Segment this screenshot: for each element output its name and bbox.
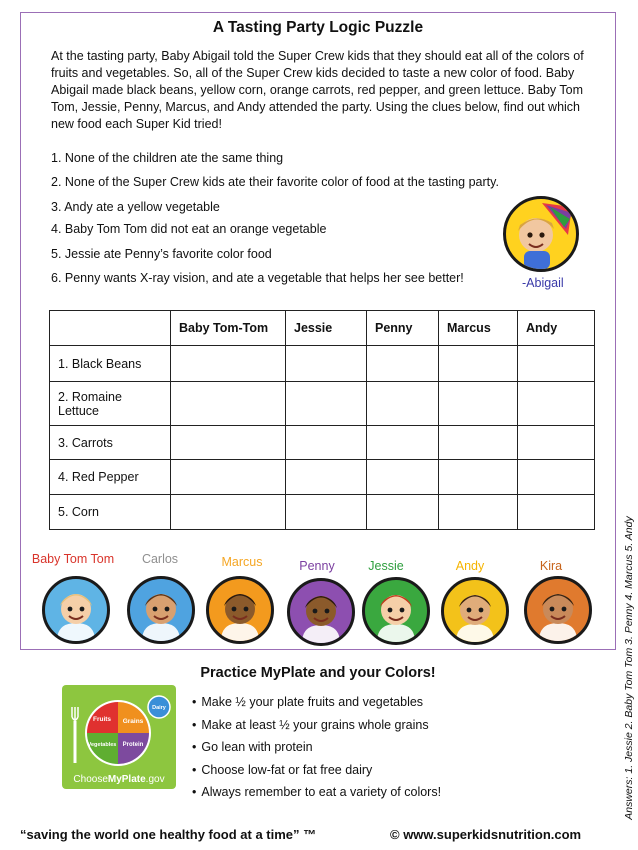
tip-item: • Go lean with protein [192, 736, 441, 759]
grid-cell[interactable] [367, 346, 439, 382]
clue-1: 1. None of the children ate the same thing [51, 151, 284, 165]
abigail-avatar [503, 196, 579, 272]
intro-paragraph: At the tasting party, Baby Abigail told the Super Crew kids that they should eat all of the colors of fruits and vegetables. So, all of the Super Crew kids decided to taste a new color of food. Baby Abigail made black beans, yellow corn, orange carrots, red pepper, and green lettuce. Baby Tom Tom, Jessie, Penny, Marcus, and Andy attended the party. Using the clues below, find out which new food each Super Kid tried! [51, 49, 584, 131]
plate-brand-text [73, 774, 164, 785]
myplate-logo [62, 685, 176, 789]
footer-slogan: “saving the world one healthy food at a time” ™ [20, 827, 317, 842]
kid-name: Penny [299, 559, 335, 573]
column-header: Marcus [439, 311, 518, 346]
grid-cell[interactable] [518, 460, 595, 495]
grid-cell[interactable] [439, 495, 518, 530]
andy-avatar [441, 577, 509, 645]
marcus-avatar [206, 576, 274, 644]
row-header: 1. Black Beans [50, 346, 171, 382]
plate-grains-label: Grains [122, 718, 144, 725]
row-header: 2. Romaine Lettuce [50, 382, 171, 426]
grid-cell[interactable] [286, 382, 367, 426]
grid-cell[interactable] [439, 460, 518, 495]
clue-5: 5. Jessie ate Penny’s favorite color food [51, 247, 272, 261]
column-header: Andy [518, 311, 595, 346]
grid-cell[interactable] [286, 426, 367, 460]
clue-3: 3. Andy ate a yellow vegetable [51, 200, 220, 214]
carlos-avatar [127, 576, 195, 644]
grid-cell[interactable] [518, 346, 595, 382]
kira-avatar [524, 576, 592, 644]
grid-cell[interactable] [367, 460, 439, 495]
plate-brand-main: MyPlate [107, 774, 146, 785]
row-header: 3. Carrots [50, 426, 171, 460]
column-header: Jessie [286, 311, 367, 346]
grid-cell[interactable] [171, 495, 286, 530]
grid-cell[interactable] [439, 382, 518, 426]
tip-item: • Choose low-fat or fat free dairy [192, 759, 441, 782]
kid-name: Kira [539, 559, 563, 573]
row-header: 4. Red Pepper [50, 460, 171, 495]
tip-item: • Always remember to eat a variety of colors! [192, 781, 441, 804]
plate-protein-label: Protein [122, 742, 144, 748]
plate-dairy-label: Dairy [152, 705, 166, 711]
column-header: Penny [367, 311, 439, 346]
page-title: A Tasting Party Logic Puzzle [212, 19, 424, 36]
grid-cell[interactable] [171, 426, 286, 460]
grid-cell[interactable] [286, 460, 367, 495]
logic-grid [49, 310, 595, 530]
grid-cell[interactable] [367, 495, 439, 530]
baby-tom-tom-avatar [42, 576, 110, 644]
footer-website-link[interactable]: © www.superkidsnutrition.com [390, 827, 582, 842]
tips-list [192, 691, 441, 804]
grid-cell[interactable] [518, 382, 595, 426]
grid-cell[interactable] [171, 460, 286, 495]
plate-vegetables-label: Vegetables [87, 742, 117, 748]
tip-item: • Make at least ½ your grains whole grains [192, 714, 441, 737]
kid-name: Jessie [368, 559, 404, 573]
jessie-avatar [362, 577, 430, 645]
corner-cell [50, 311, 171, 346]
grid-cell[interactable] [171, 346, 286, 382]
plate-fruits-label: Fruits [92, 716, 112, 723]
grid-cell[interactable] [286, 346, 367, 382]
tip-item: • Make ½ your plate fruits and vegetables [192, 691, 441, 714]
clue-2: 2. None of the Super Crew kids ate their favorite color of food at the tasting party. [51, 175, 499, 189]
kid-name: Marcus [221, 555, 263, 569]
kid-name: Baby Tom Tom [31, 552, 115, 566]
myplate-subtitle: Practice MyPlate and your Colors! [200, 665, 436, 681]
kid-name: Carlos [141, 552, 179, 566]
grid-cell[interactable] [439, 426, 518, 460]
plate-brand-pre: Choose [73, 774, 108, 785]
grid-cell[interactable] [171, 382, 286, 426]
clue-4: 4. Baby Tom Tom did not eat an orange vegetable [51, 222, 327, 236]
row-header: 5. Corn [50, 495, 171, 530]
clue-6: 6. Penny wants X-ray vision, and ate a vegetable that helps her see better! [51, 271, 464, 285]
penny-avatar [287, 578, 355, 646]
grid-cell[interactable] [518, 426, 595, 460]
column-header: Baby Tom-Tom [171, 311, 286, 346]
grid-cell[interactable] [367, 426, 439, 460]
plate-brand-post: .gov [145, 774, 165, 785]
grid-cell[interactable] [286, 495, 367, 530]
answers-key: Answers: 1. Jessie 2. Baby Tom Tom 3. Penny 4. Marcus 5. Andy [623, 516, 635, 820]
grid-cell[interactable] [367, 382, 439, 426]
grid-cell[interactable] [439, 346, 518, 382]
kid-name: Andy [455, 559, 485, 573]
grid-cell[interactable] [518, 495, 595, 530]
abigail-label: -Abigail [522, 276, 564, 290]
